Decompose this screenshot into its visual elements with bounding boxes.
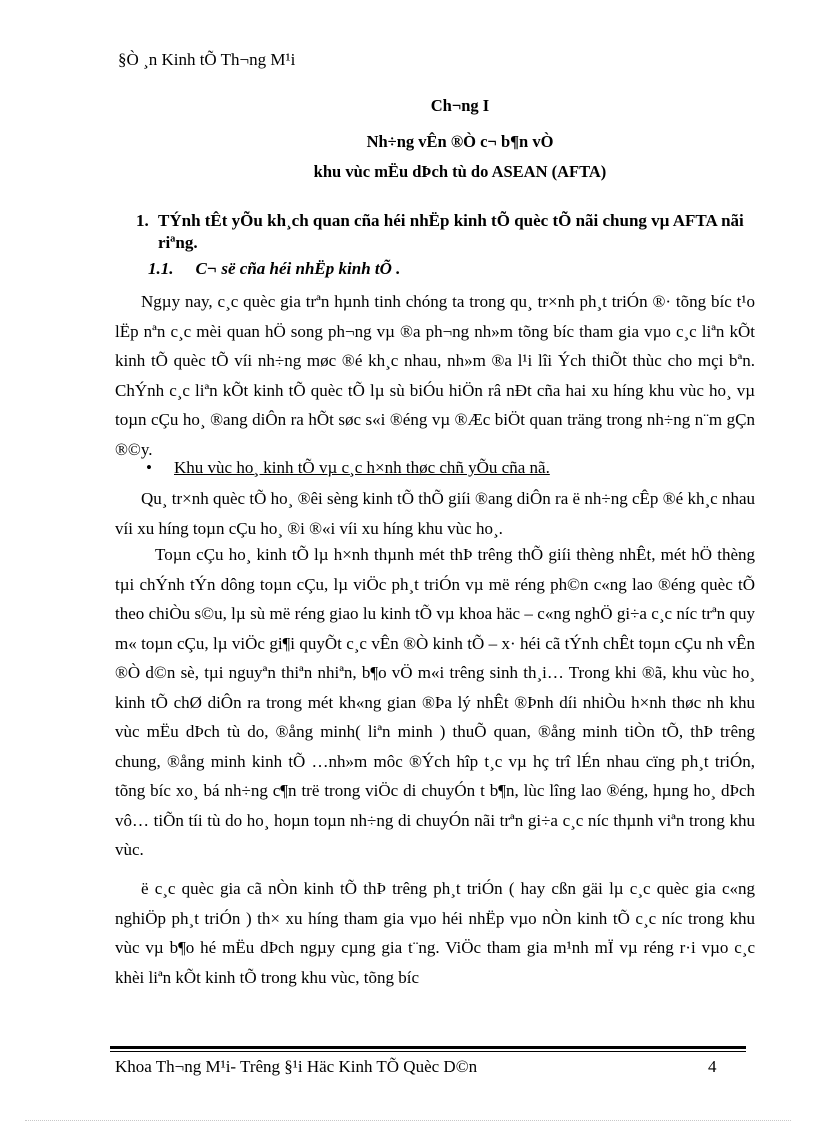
page-number: 4 xyxy=(708,1057,717,1076)
document-header: §Ò ¸n Kinh tÕ Th¬ng M¹i xyxy=(118,50,296,69)
section-1-heading xyxy=(136,210,756,254)
section-1-number: 1. xyxy=(136,211,149,230)
bullet-item xyxy=(146,458,550,478)
paragraph-2: Qu¸ tr×nh quèc tÕ ho¸ ®êi sèng kinh tÕ thÕ giíi ®ang diÔn ra ë nh÷ng cÊp ®é kh¸c nhau víi xu híng toµn cÇu ho¸ ®i ®«i víi xu híng khu vùc ho¸. xyxy=(115,489,755,538)
paragraph-3: Toµn cÇu ho¸ kinh tÕ lµ h×nh thµnh mét thÞ trêng thÕ giíi thèng nhÊt, mét hÖ thèng tµi chÝnh tÝn dông toµn cÇu, lµ viÖc ph¸t triÓn vµ më réng ph©n c«ng lao ®éng quèc tÕ theo chiÒu s©u, lµ sù më réng giao lu kinh tÕ vµ khoa häc – c«ng nghÖ gi÷a c¸c níc trªn quy m« toµn cÇu, lµ viÖc gi¶i quyÕt c¸c vÊn ®Ò kinh tÕ – x· héi cã tÝnh chÊt toµn cÇu nh vÊn ®Ò d©n sè, tµi nguyªn thiªn nhiªn, b¶o vÖ m«i trêng sinh th¸i… Trong khi ®ã, khu vùc ho¸ kinh tÕ chØ diÔn ra trong mét kh«ng gian ®Þa lý nhÊt ®Þnh díi nhiÒu h×nh thøc nh khu vùc mËu dÞch tù do, ®ång minh( liªn minh ) thuÕ quan, ®ång minh tiÒn tÕ, thÞ trêng chung, ®ång minh kinh tÕ …nh»m môc ®Ých hîp t¸c vµ hç trî lÉn nhau cïng ph¸t triÓn, tõng bíc xo¸ bá nh÷ng c¶n trë trong viÖc di chuyÓn t b¶n, lùc lîng lao ®éng, hµng ho¸ dÞch vô… tiÕn tíi tù do ho¸ hoµn toµn nh÷ng di chuyÓn nãi trªn gi÷a c¸c níc thµnh viªn trong khu vùc. xyxy=(115,545,755,859)
footer-rule-thick xyxy=(110,1046,746,1049)
chapter-title-line-1: Nh÷ng vÊn ®Ò c¬ b¶n vÒ xyxy=(366,132,554,151)
bullet-dot-icon: • xyxy=(146,458,152,477)
chapter-number: Ch¬ng I xyxy=(430,96,490,115)
section-1-1-text: C¬ së cña héi nhËp kinh tÕ . xyxy=(195,259,401,278)
section-1-text: TÝnh tÊt yÕu kh¸ch quan cña héi nhËp kinh tÕ quèc tÕ nãi chung vµ AFTA nãi riªng. xyxy=(158,211,744,252)
footer-rule-thin xyxy=(110,1051,746,1052)
page-edge-divider xyxy=(25,1120,791,1121)
paragraph-1: Ngµy nay, c¸c quèc gia trªn hµnh tinh chóng ta trong qu¸ tr×nh ph¸t triÓn ®· tõng bíc t¹o lËp nªn c¸c mèi quan hÖ song ph¬ng vµ ®a ph¬ng nh»m tõng bíc tham gia vµo c¸c liªn kÕt kinh tÕ quèc tÕ víi nh÷ng møc ®é kh¸c nhau, nh»m ®a l¹i lîi Ých thiÕt thùc cho mçi bªn. ChÝnh c¸c liªn kÕt kinh tÕ quèc tÕ lµ sù biÓu hiÖn râ nÐt cña hai xu híng khu vùc ho¸ vµ toµn cÇu ho¸ ®ang diÔn ra hÕt søc s«i ®éng vµ ®Æc biÖt quan träng trong nh÷ng n¨m gÇn ®©y. xyxy=(115,292,755,459)
paragraph-4: ë c¸c quèc gia cã nÒn kinh tÕ thÞ trêng ph¸t triÓn ( hay cßn gäi lµ c¸c quèc gia c«ng nghiÖp ph¸t triÓn ) th× xu híng tham gia vµo héi nhËp vµo nÒn kinh tÕ c¸c níc trong khu vùc vµ b¶o hé mËu dÞch ngµy cµng gia t¨ng. ViÖc tham gia m¹nh mÏ vµ réng r·i vµo c¸c khèi liªn kÕt kinh tÕ trong khu vùc, tõng bíc xyxy=(115,879,755,987)
chapter-title-line-2: khu vùc mËu dÞch tù do ASEAN (AFTA) xyxy=(313,162,607,181)
footer-text: Khoa Th¬ng M¹i- Trêng §¹i Häc Kinh TÕ Quèc D©n xyxy=(115,1057,478,1076)
section-1-1-heading xyxy=(148,259,400,279)
section-1-1-number: 1.1. xyxy=(148,259,174,278)
bullet-text: Khu vùc ho¸ kinh tÕ vµ c¸c h×nh thøc chñ yÕu cña nã. xyxy=(174,458,550,477)
